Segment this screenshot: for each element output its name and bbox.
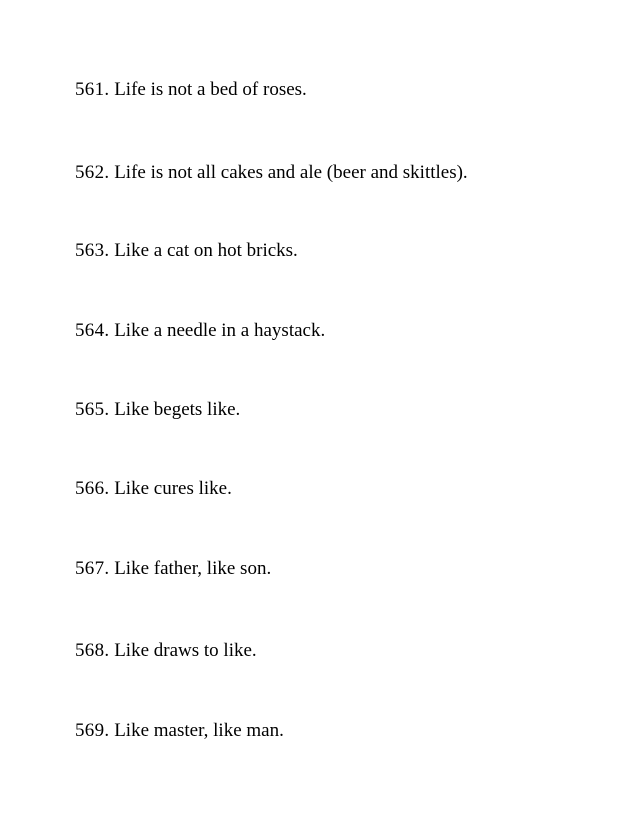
proverb-item <box>75 78 307 102</box>
proverb-number: 565. <box>75 399 110 420</box>
proverb-number: 564. <box>75 320 110 341</box>
proverb-item <box>75 477 232 501</box>
proverb-text: Life is not a bed of roses. <box>114 79 307 100</box>
proverb-item <box>75 719 284 743</box>
proverb-number: 568. <box>75 640 110 661</box>
proverb-item <box>75 319 325 343</box>
proverb-item <box>75 239 298 263</box>
proverb-text: Like draws to like. <box>114 640 257 661</box>
proverb-text: Like a needle in a haystack. <box>114 320 326 341</box>
proverb-text: Like father, like son. <box>114 558 272 579</box>
proverb-text: Life is not all cakes and ale (beer and skittles). <box>114 162 468 183</box>
proverb-number: 567. <box>75 558 110 579</box>
proverb-text: Like cures like. <box>114 478 232 499</box>
proverb-item <box>75 639 257 663</box>
proverb-number: 569. <box>75 720 110 741</box>
proverb-text: Like a cat on hot bricks. <box>114 240 298 261</box>
proverb-number: 563. <box>75 240 110 261</box>
proverb-number: 562. <box>75 162 110 183</box>
proverb-item <box>75 557 271 581</box>
proverb-number: 561. <box>75 79 110 100</box>
proverb-number: 566. <box>75 478 110 499</box>
proverb-text: Like begets like. <box>114 399 241 420</box>
proverb-item <box>75 161 468 185</box>
proverb-item <box>75 398 240 422</box>
proverb-text: Like master, like man. <box>114 720 284 741</box>
